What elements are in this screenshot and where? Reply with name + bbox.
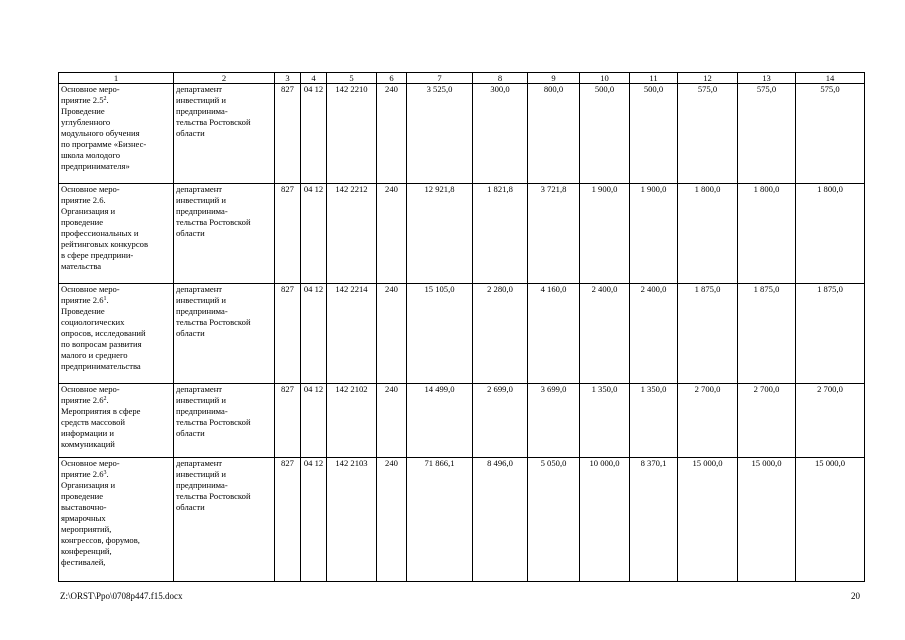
table-row <box>59 84 865 184</box>
header-cell: 8 <box>473 73 528 84</box>
csr-cell: 142 2102 <box>327 384 377 458</box>
value-cell: 575,0 <box>738 84 796 184</box>
value-cell: 3 721,8 <box>528 184 580 284</box>
value-cell: 71 866,1 <box>407 458 473 582</box>
event-name: Основное меро- приятие 2.6. Организация и проведение профессиональных и рейтинговых конкурсов в сфере предприни- мательства <box>61 184 148 271</box>
vr-cell: 240 <box>377 458 407 582</box>
rzpr-cell: 04 12 <box>301 458 327 582</box>
footnote-mark: 3 <box>103 470 107 476</box>
value-cell: 8 496,0 <box>473 458 528 582</box>
value-cell: 15 000,0 <box>678 458 738 582</box>
event-name: Основное меро- приятие 2.5 <box>61 84 120 105</box>
executor-cell: департамент инвестиций и предпринима- тельства Ростовской области <box>174 458 275 582</box>
rzpr-cell: 04 12 <box>301 84 327 184</box>
header-cell: 13 <box>738 73 796 84</box>
header-cell: 1 <box>59 73 174 84</box>
value-cell: 1 875,0 <box>738 284 796 384</box>
value-cell: 1 875,0 <box>678 284 738 384</box>
footnote-mark: 1 <box>103 296 107 302</box>
csr-cell: 142 2103 <box>327 458 377 582</box>
rzpr-cell: 04 12 <box>301 184 327 284</box>
csr-cell: 142 2212 <box>327 184 377 284</box>
executor-cell: департамент инвестиций и предпринима- тельства Ростовской области <box>174 384 275 458</box>
executor-cell: департамент инвестиций и предпринима- тельства Ростовской области <box>174 184 275 284</box>
value-cell: 2 280,0 <box>473 284 528 384</box>
event-name-cell <box>59 384 174 458</box>
value-cell: 1 800,0 <box>738 184 796 284</box>
csr-cell: 142 2214 <box>327 284 377 384</box>
budget-table <box>58 72 865 582</box>
grbs-cell: 827 <box>275 184 301 284</box>
document-table-wrapper <box>58 72 864 582</box>
value-cell: 15 000,0 <box>738 458 796 582</box>
value-cell: 575,0 <box>678 84 738 184</box>
value-cell: 500,0 <box>630 84 678 184</box>
value-cell: 2 700,0 <box>796 384 865 458</box>
event-name: Основное меро- приятие 2.6 <box>61 458 120 479</box>
value-cell: 15 000,0 <box>796 458 865 582</box>
table-row <box>59 384 865 458</box>
value-cell: 12 921,8 <box>407 184 473 284</box>
table-row <box>59 284 865 384</box>
vr-cell: 240 <box>377 384 407 458</box>
value-cell: 3 525,0 <box>407 84 473 184</box>
header-cell: 11 <box>630 73 678 84</box>
header-cell: 4 <box>301 73 327 84</box>
rzpr-cell: 04 12 <box>301 284 327 384</box>
value-cell: 15 105,0 <box>407 284 473 384</box>
value-cell: 1 875,0 <box>796 284 865 384</box>
event-name: Основное меро- приятие 2.6 <box>61 384 120 405</box>
header-cell: 7 <box>407 73 473 84</box>
page-number: 20 <box>851 591 860 601</box>
header-cell: 10 <box>580 73 630 84</box>
footnote-mark: 2 <box>103 396 107 402</box>
value-cell: 4 160,0 <box>528 284 580 384</box>
header-cell: 2 <box>174 73 275 84</box>
table-row <box>59 458 865 582</box>
grbs-cell: 827 <box>275 384 301 458</box>
value-cell: 800,0 <box>528 84 580 184</box>
value-cell: 575,0 <box>796 84 865 184</box>
header-cell: 5 <box>327 73 377 84</box>
header-cell: 3 <box>275 73 301 84</box>
value-cell: 8 370,1 <box>630 458 678 582</box>
value-cell: 10 000,0 <box>580 458 630 582</box>
value-cell: 1 900,0 <box>630 184 678 284</box>
event-name-cell <box>59 458 174 582</box>
event-name-cell <box>59 184 174 284</box>
header-cell: 6 <box>377 73 407 84</box>
table-row <box>59 184 865 284</box>
value-cell: 1 350,0 <box>580 384 630 458</box>
value-cell: 3 699,0 <box>528 384 580 458</box>
value-cell: 1 821,8 <box>473 184 528 284</box>
grbs-cell: 827 <box>275 284 301 384</box>
value-cell: 2 400,0 <box>630 284 678 384</box>
header-cell: 14 <box>796 73 865 84</box>
value-cell: 2 700,0 <box>738 384 796 458</box>
value-cell: 1 800,0 <box>796 184 865 284</box>
grbs-cell: 827 <box>275 458 301 582</box>
value-cell: 2 400,0 <box>580 284 630 384</box>
value-cell: 2 700,0 <box>678 384 738 458</box>
vr-cell: 240 <box>377 184 407 284</box>
header-row <box>59 73 865 84</box>
vr-cell: 240 <box>377 284 407 384</box>
value-cell: 14 499,0 <box>407 384 473 458</box>
footnote-mark: 2 <box>103 96 107 102</box>
value-cell: 5 050,0 <box>528 458 580 582</box>
value-cell: 500,0 <box>580 84 630 184</box>
vr-cell: 240 <box>377 84 407 184</box>
event-name-cell <box>59 284 174 384</box>
value-cell: 300,0 <box>473 84 528 184</box>
value-cell: 2 699,0 <box>473 384 528 458</box>
executor-cell: департамент инвестиций и предпринима- тельства Ростовской области <box>174 284 275 384</box>
event-name-rest: . Организация и проведение выставочно- ярмарочных мероприятий, конгрессов, форумов, конференций, фестивалей, <box>61 469 140 567</box>
header-cell: 12 <box>678 73 738 84</box>
executor-cell: департамент инвестиций и предпринима- тельства Ростовской области <box>174 84 275 184</box>
file-path: Z:\ORST\Ppo\0708p447.f15.docx <box>60 591 183 601</box>
grbs-cell: 827 <box>275 84 301 184</box>
event-name-rest: . Мероприятия в сфере средств массовой информации и коммуникаций <box>61 395 141 449</box>
event-name-cell <box>59 84 174 184</box>
event-name-rest: . Проведение углубленного модульного обучения по программе «Бизнес- школа молодого предпринимателя» <box>61 95 147 171</box>
event-name-rest: . Проведение социологических опросов, исследований по вопросам развития малого и среднего предпринимательства <box>61 295 146 371</box>
value-cell: 1 800,0 <box>678 184 738 284</box>
value-cell: 1 350,0 <box>630 384 678 458</box>
event-name: Основное меро- приятие 2.6 <box>61 284 120 305</box>
rzpr-cell: 04 12 <box>301 384 327 458</box>
value-cell: 1 900,0 <box>580 184 630 284</box>
csr-cell: 142 2210 <box>327 84 377 184</box>
header-cell: 9 <box>528 73 580 84</box>
